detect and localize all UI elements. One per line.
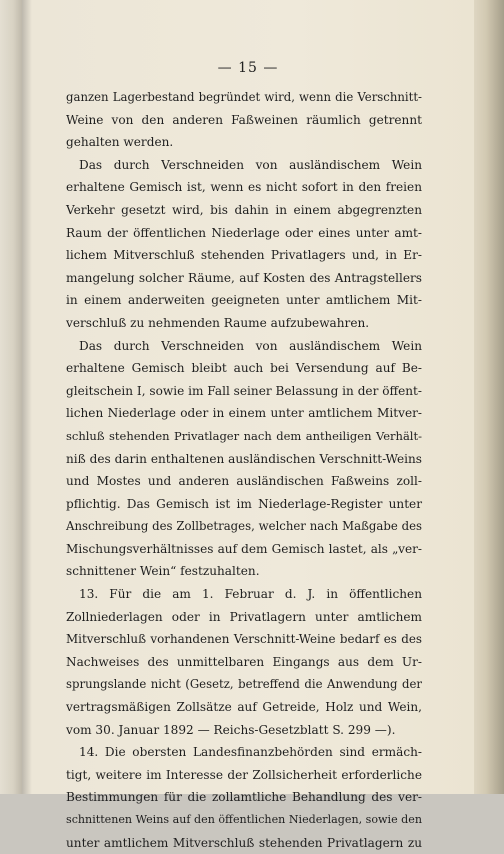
- previous-page-edge: [0, 0, 22, 794]
- book-edge: [474, 0, 504, 794]
- text-line: vertragsmäßigen Zollsätze auf Getreide, Holz und Wein,: [66, 700, 422, 715]
- text-line: 13. Für die am 1. Februar d. J. in öffentlichen: [79, 587, 422, 602]
- text-line: ganzen Lagerbestand begründet wird, wenn die Verschnitt-: [66, 90, 422, 104]
- text-line: pflichtig. Das Gemisch ist im Niederlage-Register unter: [66, 496, 422, 511]
- text-line: Anschreibung des Zollbetrages, welcher nach Maßgabe des: [66, 519, 422, 534]
- text-line: Bestimmungen für die zollamtliche Behandlung des ver-: [66, 790, 422, 805]
- text-line: und Mostes und anderen ausländischen Faßweins zoll-: [66, 474, 422, 489]
- book-page: [22, 0, 474, 850]
- text-line: Weine von den anderen Faßweinen räumlich getrennt: [66, 112, 422, 127]
- text-line: Das durch Verschneiden von ausländischem Wein: [79, 157, 422, 172]
- text-line: Das durch Verschneiden von ausländischem Wein: [79, 338, 422, 353]
- text-line: lichem Mitverschluß stehenden Privatlagers und, in Er-: [66, 248, 422, 263]
- text-line: vom 30. Januar 1892 — Reichs-Gesetzblatt S. 299 —).: [66, 722, 396, 737]
- text-line: verschluß zu nehmenden Raume aufzubewahren.: [66, 315, 370, 330]
- text-line: Mischungsverhältnisses auf dem Gemisch lastet, als „ver-: [66, 541, 422, 556]
- text-line: in einem anderweiten geeigneten unter amtlichem Mit-: [66, 293, 422, 308]
- text-line: Raum der öffentlichen Niederlage oder eines unter amt-: [66, 225, 422, 240]
- text-line: erhaltene Gemisch ist, wenn es nicht sofort in den freien: [66, 180, 422, 195]
- body-text: [66, 86, 422, 854]
- text-line: 14. Die obersten Landesfinanzbehörden sind ermäch-: [79, 745, 422, 760]
- text-line: mangelung solcher Räume, auf Kosten des Antragstellers: [66, 270, 422, 285]
- text-line: unter amtlichem Mitverschluß stehenden Privatlagern zu: [66, 835, 422, 850]
- text-line: schluß stehenden Privatlager nach dem antheiligen Verhält-: [66, 428, 422, 443]
- text-line: gehalten werden.: [66, 135, 174, 150]
- text-line: schnittenen Weins auf den öffentlichen Niederlagen, sowie den: [66, 813, 422, 826]
- page-number: — 15 —: [217, 60, 279, 76]
- text-line: niß des darin enthaltenen ausländischen Verschnitt-Weins: [66, 451, 422, 466]
- text-line: Nachweises des unmittelbaren Eingangs aus dem Ur-: [66, 654, 422, 669]
- text-line: lichen Niederlage oder in einem unter amtlichem Mitver-: [66, 406, 422, 421]
- text-line: schnittener Wein“ festzuhalten.: [66, 564, 260, 579]
- text-line: Mitverschluß vorhandenen Verschnitt-Weine bedarf es des: [66, 632, 422, 647]
- text-line: tigt, weitere im Interesse der Zollsicherheit erforderliche: [66, 767, 422, 782]
- text-line: Zollniederlagen oder in Privatlagern unter amtlichem: [66, 609, 422, 624]
- text-line: erhaltene Gemisch bleibt auch bei Versendung auf Be-: [66, 361, 422, 376]
- text-line: sprungslande nicht (Gesetz, betreffend die Anwendung der: [66, 677, 422, 692]
- text-line: Verkehr gesetzt wird, bis dahin in einem abgegrenzten: [66, 202, 422, 217]
- text-line: gleitschein I, sowie im Fall seiner Belassung in der öffent-: [66, 383, 422, 398]
